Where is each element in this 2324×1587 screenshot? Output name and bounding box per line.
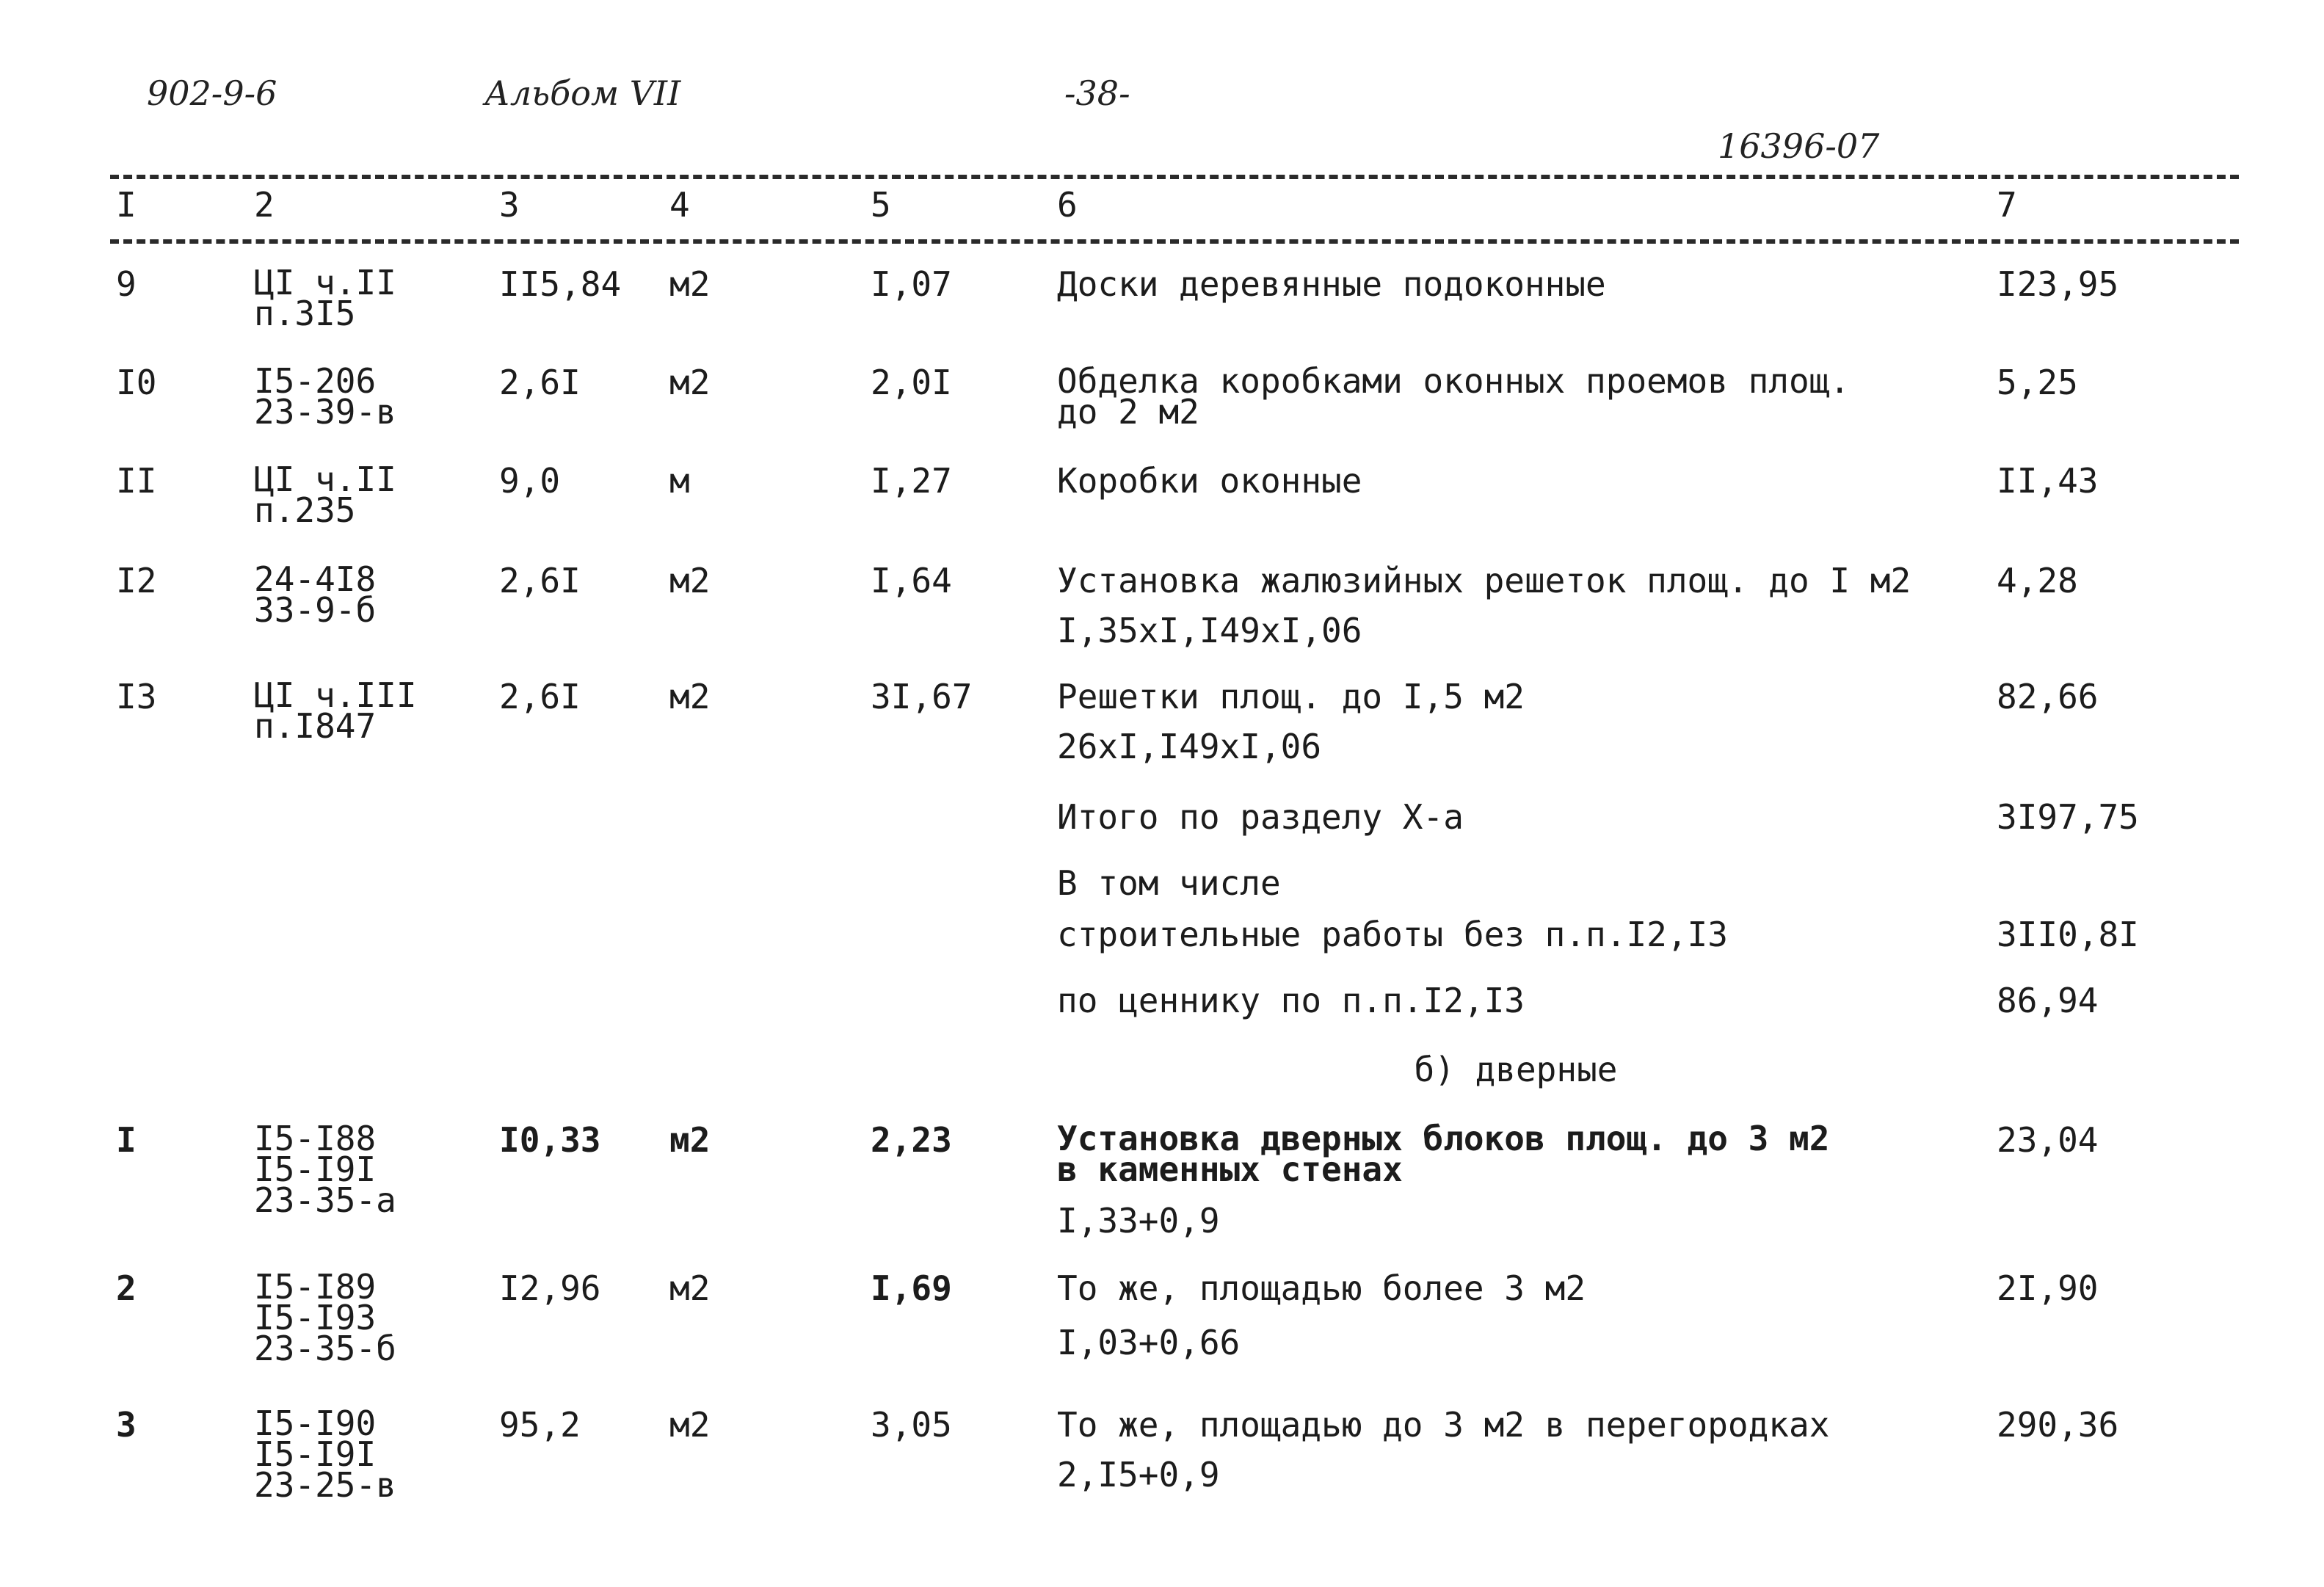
row-number: 9 [116,264,137,304]
row-unit: м2 [669,363,711,402]
row-description: Коробки оконные [1057,461,1362,501]
row-unit: м2 [669,1405,711,1445]
row-price: 2,0I [871,363,952,402]
row-price: 3,05 [871,1405,952,1445]
row-reference: I5-I89 I5-I93 23-35-б [254,1267,396,1368]
table-top-rule [110,175,2239,179]
row-unit: м2 [669,677,711,716]
row-number: I [116,1120,137,1160]
summary-pricelist-value: 86,94 [1997,981,2099,1020]
row-quantity: II5,84 [499,264,622,304]
row-total: 2I,90 [1997,1268,2099,1308]
row-reference: ЦI ч.III п.I847 [254,675,417,746]
row-number: 3 [116,1405,137,1445]
row-quantity: 95,2 [499,1405,581,1445]
column-header: I [116,185,137,225]
page-number: -38- [1064,73,1130,113]
row-quantity: 2,6I [499,561,581,600]
row-unit: м2 [669,1268,711,1308]
row-number: 2 [116,1268,137,1308]
row-unit: м2 [669,561,711,600]
row-reference: 24-4I8 33-9-б [254,559,377,630]
row-total: 290,36 [1997,1405,2119,1445]
row-reference: I5-I88 I5-I9I 23-35-а [254,1119,396,1220]
row-reference: I5-206 23-39-в [254,361,396,432]
row-calculation: I,33+0,9 [1057,1201,1220,1241]
row-number: I0 [116,363,157,402]
row-quantity: 2,6I [499,363,581,402]
document-code: 902-9-6 [147,73,277,113]
summary-total-value: 3I97,75 [1997,797,2139,837]
row-number: I2 [116,561,157,600]
column-header: 3 [499,185,520,225]
row-description: Установка дверных блоков площ. до 3 м2 в каменных стенах [1057,1119,1830,1189]
row-number: II [116,461,157,501]
column-header: 2 [254,185,275,225]
summary-construction-value: 3II0,8I [1997,915,2139,954]
row-quantity: 2,6I [499,677,581,716]
row-price: 3I,67 [871,677,973,716]
row-total: 5,25 [1997,363,2078,402]
row-reference: I5-I90 I5-I9I 23-25-в [254,1403,396,1505]
row-calculation: I,35хI,I49хI,06 [1057,611,1362,650]
row-description: Доски деревянные подоконные [1057,264,1606,304]
table-header-rule [110,239,2239,244]
row-description: То же, площадью до 3 м2 в перегородках [1057,1405,1830,1445]
row-quantity: I0,33 [499,1120,601,1160]
row-unit: м2 [669,264,711,304]
column-header: 4 [669,185,690,225]
row-price: I,69 [871,1268,952,1308]
column-header: 7 [1997,185,2017,225]
row-description: Установка жалюзийных решеток площ. до I м2 [1057,561,1911,600]
column-header: 5 [871,185,891,225]
row-unit: м [669,461,690,501]
row-reference: ЦI ч.II п.235 [254,460,396,530]
row-total: 82,66 [1997,677,2099,716]
row-reference: ЦI ч.II п.3I5 [254,263,396,333]
row-price: I,27 [871,461,952,501]
row-price: I,07 [871,264,952,304]
row-number: I3 [116,677,157,716]
column-header: 6 [1057,185,1078,225]
row-quantity: 9,0 [499,461,561,501]
album-label: Альбом VII [484,73,681,113]
row-total: 23,04 [1997,1120,2099,1160]
row-price: I,64 [871,561,952,600]
row-unit: м2 [669,1120,711,1160]
doc-number: 16396-07 [1718,126,1880,166]
row-calculation: 2,I5+0,9 [1057,1455,1220,1495]
summary-pricelist-label: по ценнику по п.п.I2,I3 [1057,981,1525,1020]
row-total: 4,28 [1997,561,2078,600]
summary-total-label: Итого по разделу X-а [1057,797,1464,837]
section-title: б) дверные [1414,1050,1618,1089]
row-description: Обделка коробками оконных проемов площ. до 2 м2 [1057,361,1851,432]
row-calculation: I,03+0,66 [1057,1323,1241,1362]
row-total: I23,95 [1997,264,2119,304]
row-description: То же, площадью более 3 м2 [1057,1268,1586,1308]
row-total: II,43 [1997,461,2099,501]
row-calculation: 26хI,I49хI,06 [1057,727,1322,766]
row-description: Решетки площ. до I,5 м2 [1057,677,1525,716]
row-price: 2,23 [871,1120,952,1160]
row-quantity: I2,96 [499,1268,601,1308]
summary-construction-label: строительные работы без п.п.I2,I3 [1057,915,1728,954]
summary-including-label: В том числе [1057,863,1281,903]
